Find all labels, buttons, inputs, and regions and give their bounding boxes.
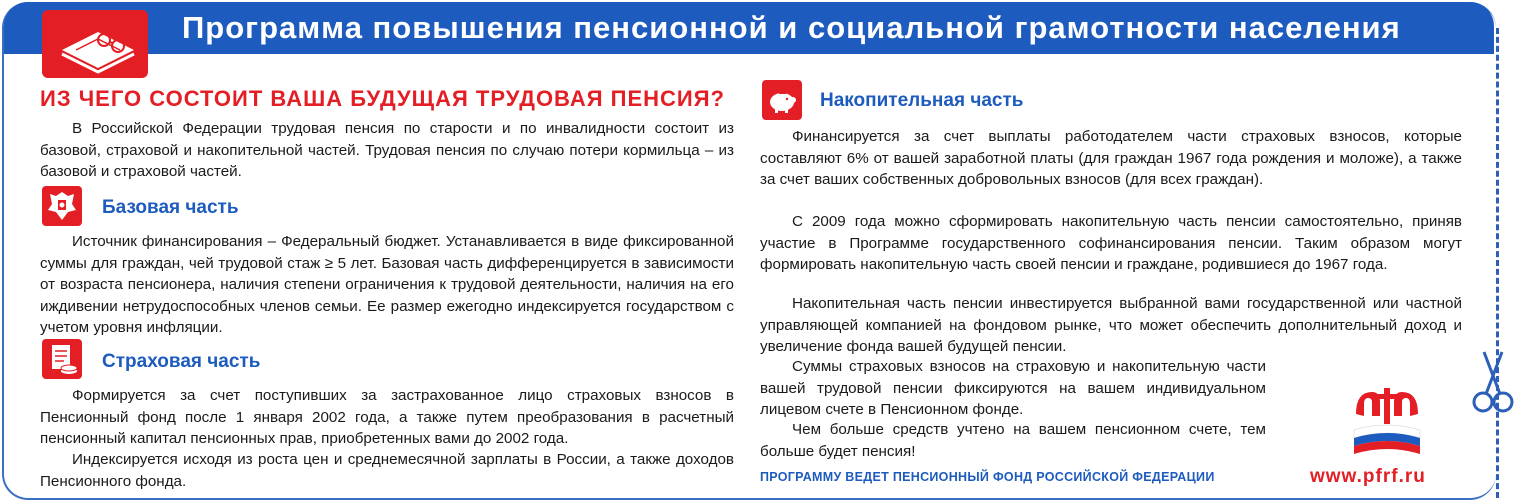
funded-part-text-3: Накопительная часть пенсии инвестируется выбранной вами государственной или частной управляющей компанией на фондовом рынке, что может обеспечить дополнительный доход и увеличение фонда вашей будущей пенсии. — [760, 295, 1462, 355]
funded-part-text-5: Чем больше средств учтено на вашем пенсионном счете, тем больше будет пенсия! — [760, 421, 1266, 460]
site-link[interactable]: www.pfrf.ru — [1310, 466, 1426, 487]
main-title: ИЗ ЧЕГО СОСТОИТ ВАША БУДУЩАЯ ТРУДОВАЯ ПЕНСИЯ? — [40, 86, 725, 111]
insurance-part-title: Страховая часть — [102, 351, 261, 372]
coat-of-arms-icon — [42, 186, 82, 226]
document-coins-icon — [42, 339, 82, 379]
base-part-text: Источник финансирования – Федеральный бюджет. Устанавливается в виде фиксированной суммы для граждан, чей трудовой стаж ≥ 5 лет. Базовая часть дифференцируется в зависимости от возраста пенсионера, наличия степени ограничения к трудовой деятельности, наличия на его иждивении нетрудоспособных членов семьи. Ее размер ежегодно индексируется государством с учетом уровня инфляции. — [40, 233, 734, 336]
funded-part-title: Накопительная часть — [820, 90, 1024, 111]
pfr-logo-icon — [1350, 384, 1424, 456]
funded-part-text-2: С 2009 года можно сформировать накопительную часть пенсии самостоятельно, приняв участие в Программе государственного софинансирования пенсии. Таким образом могут формировать накопительную часть своей пенсии и граждане, родившиеся до 1967 года. — [760, 213, 1462, 273]
cut-line — [1496, 28, 1499, 498]
insurance-part-text-1: Формируется за счет поступивших за застрахованное лицо страховых взносов в Пенсионный фонд после 1 января 2002 года, а также путем преобразования в расчетный пенсионный капитал пенсионных прав, приобретенных вами до 2002 года. — [40, 387, 734, 447]
scissors-icon — [1470, 350, 1516, 416]
footer-note: ПРОГРАММУ ВЕДЕТ ПЕНСИОННЫЙ ФОНД РОССИЙСКОЙ ФЕДЕРАЦИИ — [760, 470, 1215, 484]
book-glasses-icon — [42, 10, 148, 78]
header-bar — [4, 2, 1494, 54]
intro-text: В Российской Федерации трудовая пенсия по старости и по инвалидности состоит из базовой, страховой и накопительной частей. Трудовая пенсия по случаю потери кормильца – из базовой и страховой частей. — [40, 120, 734, 180]
insurance-part-text-2: Индексируется исходя из роста цен и среднемесячной зарплаты в России, а также доходов Пенсионного фонда. — [40, 451, 734, 490]
funded-part-text-1: Финансируется за счет выплаты работодателем части страховых взносов, которые составляют 6% от вашей заработной платы (для граждан 1967 года рождения и моложе), а также за счет ваших собственных добровольных взносов (для всех граждан). — [760, 128, 1462, 188]
header-title: Программа повышения пенсионной и социальной грамотности населения — [182, 10, 1401, 45]
base-part-title: Базовая часть — [102, 197, 239, 218]
funded-part-text-4: Суммы страховых взносов на страховую и накопительную части вашей трудовой пенсии фиксируются на вашем индивидуальном лицевом счете в Пенсионном фонде. — [760, 358, 1266, 418]
piggy-bank-icon — [762, 80, 802, 120]
